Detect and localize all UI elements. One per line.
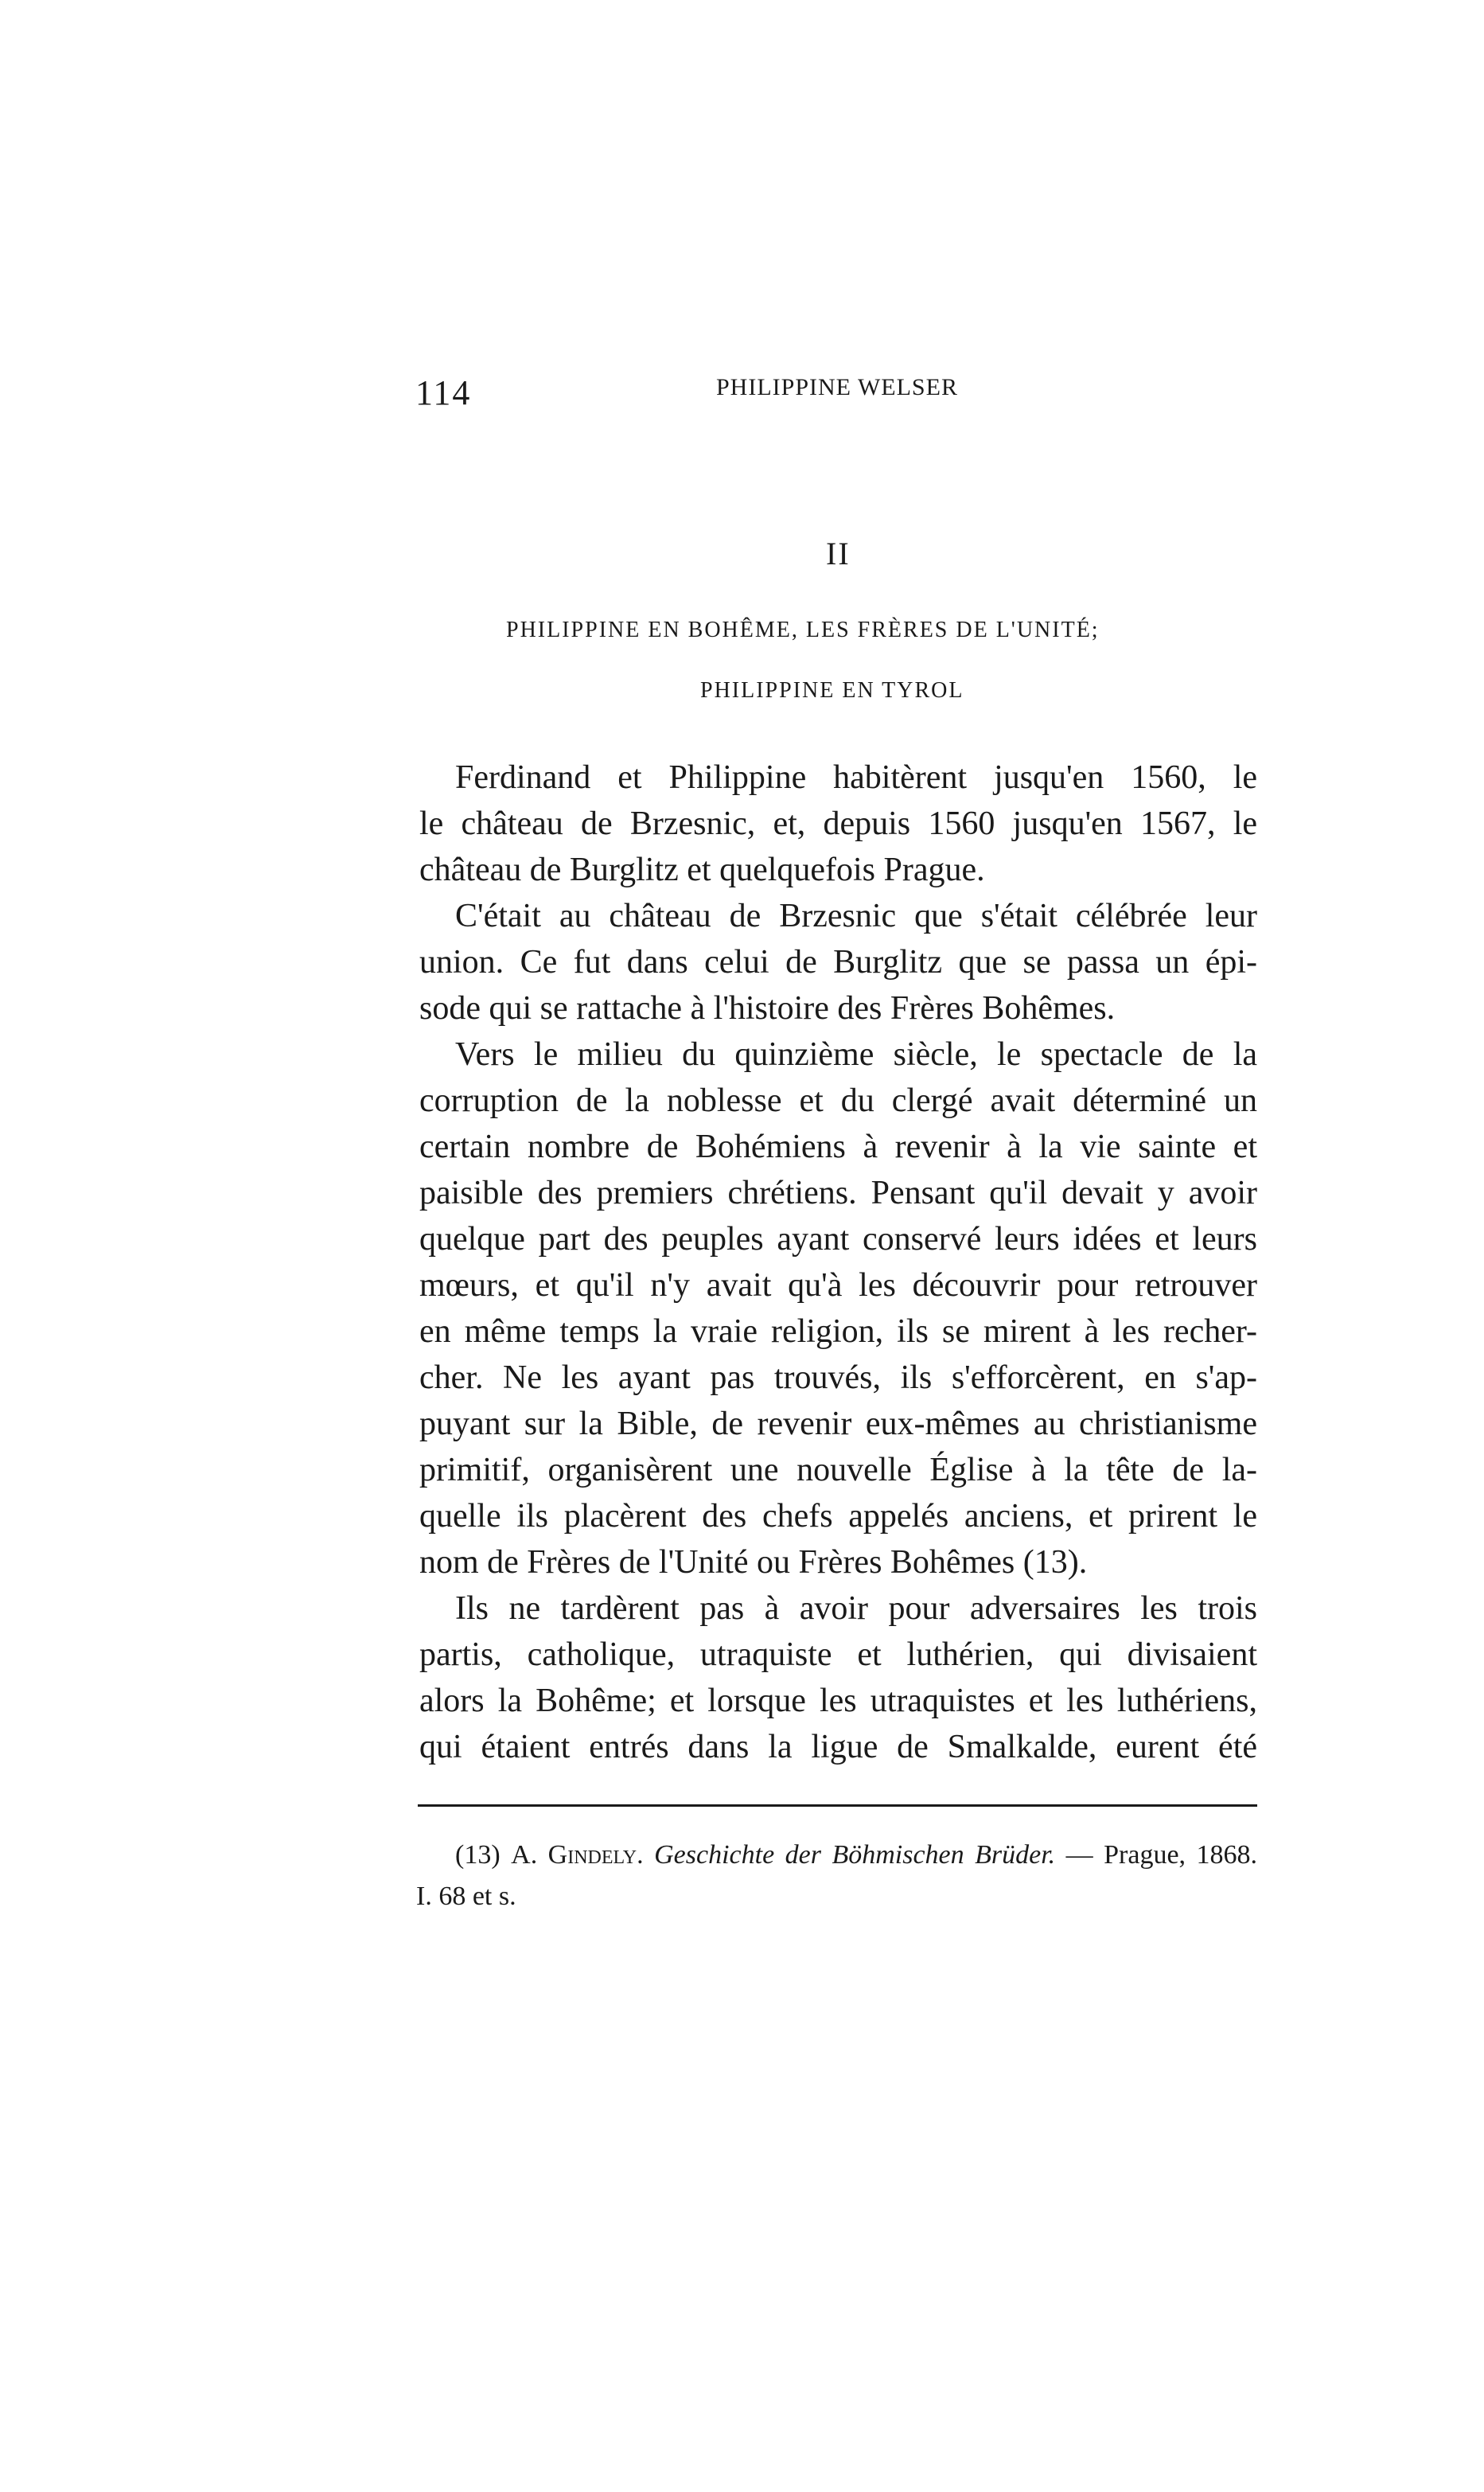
text-line: mœurs, et qu'il n'y avait qu'à les découvrir pour retrouver — [419, 1267, 1257, 1304]
text-line: sode qui se rattache à l'histoire des Frères Bohêmes. — [419, 990, 1116, 1027]
text-line: cher. Ne les ayant pas trouvés, ils s'efforcèrent, en s'ap- — [419, 1359, 1257, 1396]
text-line: le château de Brzesnic, et, depuis 1560 jusqu'en 1567, le — [419, 805, 1257, 842]
text-line: quelle ils placèrent des chefs appelés anciens, et prirent le — [419, 1498, 1257, 1535]
text-line: nom de Frères de l'Unité ou Frères Bohêmes (13). — [419, 1544, 1088, 1581]
footnote-reference: I. 68 et s. — [416, 1882, 516, 1911]
footnote-rule — [418, 1804, 1257, 1807]
text-line: primitif, organisèrent une nouvelle Église à la tête de la- — [419, 1452, 1257, 1488]
text-line: C'était au château de Brzesnic que s'était célébrée leur — [455, 898, 1257, 934]
footnote-line-1 — [455, 1839, 1257, 1872]
page-number: 114 — [415, 373, 472, 412]
chapter-title-line-2: PHILIPPINE EN TYROL — [700, 678, 964, 703]
running-title: PHILIPPINE WELSER — [716, 374, 958, 400]
footnote-work: Geschichte der Böhmischen Brüder. — [654, 1840, 1056, 1870]
text-line: Ils ne tardèrent pas à avoir pour adversaires les trois — [455, 1590, 1257, 1627]
text-line: Ferdinand et Philippine habitèrent jusqu'en 1560, le — [455, 759, 1257, 796]
text-line: château de Burglitz et quelquefois Prague. — [419, 852, 985, 888]
text-line: partis, catholique, utraquiste et luthérien, qui divisaient — [419, 1636, 1257, 1673]
chapter-number: II — [826, 536, 851, 571]
text-line: puyant sur la Bible, de revenir eux-mêmes au christianisme — [419, 1406, 1257, 1442]
text-line: quelque part des peuples ayant conservé leurs idées et leurs — [419, 1221, 1257, 1258]
text-line: alors la Bohême; et lorsque les utraquistes et les luthériens, — [419, 1683, 1257, 1719]
text-line: Vers le milieu du quinzième siècle, le spectacle de la — [455, 1036, 1257, 1073]
footnote-author: A. Gindely. — [511, 1840, 644, 1870]
text-line: en même temps la vraie religion, ils se mirent à les recher- — [419, 1313, 1257, 1350]
text-line: certain nombre de Bohémiens à revenir à la vie sainte et — [419, 1129, 1257, 1165]
chapter-title-line-1: PHILIPPINE EN BOHÊME, LES FRÈRES DE L'UNITÉ; — [506, 618, 1100, 642]
text-line: corruption de la noblesse et du clergé avait déterminé un — [419, 1082, 1257, 1119]
text-line: union. Ce fut dans celui de Burglitz que se passa un épi- — [419, 944, 1257, 981]
footnote-place-date: — Prague, 1868. — [1065, 1840, 1258, 1870]
footnote-marker: (13) — [455, 1840, 501, 1870]
text-line: qui étaient entrés dans la ligue de Smalkalde, eurent été — [419, 1729, 1257, 1765]
text-line: paisible des premiers chrétiens. Pensant qu'il devait y avoir — [419, 1175, 1257, 1211]
